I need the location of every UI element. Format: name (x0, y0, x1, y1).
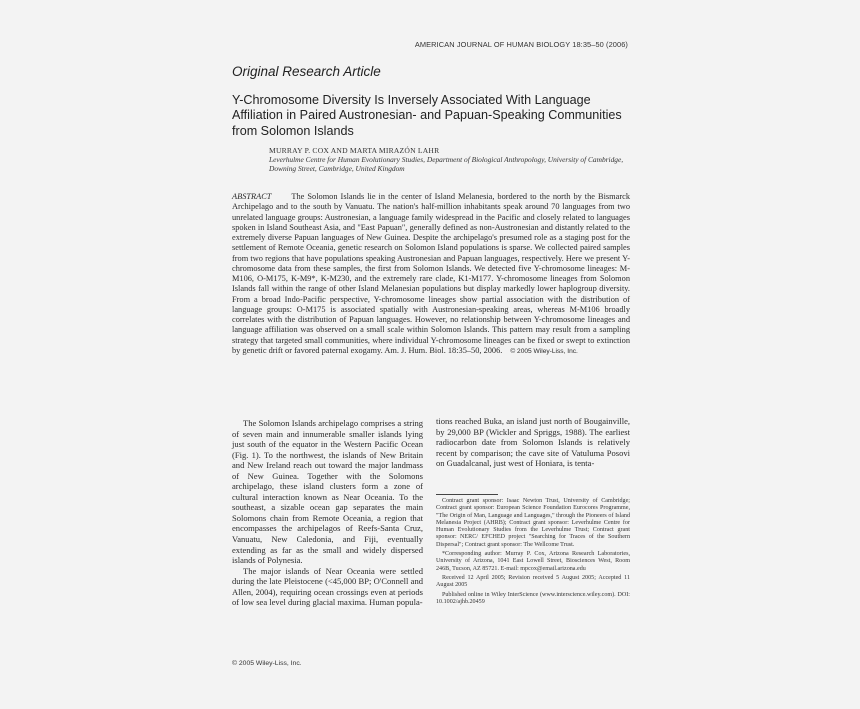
body-column-right (436, 416, 630, 469)
body-paragraph: The major islands of Near Oceania were settled during the late Pleistocene (<45,000 BP; O'Connell and Allen, 2004), requiring ocean crossings even at periods of low sea level during glacial maxima. Human popula- (232, 565, 423, 608)
footnote-grant-sponsors: Contract grant sponsor: Isaac Newton Trust, University of Cambridge; Contract grant sponsor: European Science Foundation Eurocores Programme, "The Origin of Man, Language and Languages," through the Pioneers of Island Melanesia Project (AHRB); Contract grant sponsor: Leverhulme Centre for Human Evolutionary Studies from the Leverhulme Trust; Contract grant sponsor: NERC/ EFCHED project "Searching for Traces of the Southern Dispersal"; Contract grant sponsor: The Wellcome Trust. (436, 498, 630, 548)
article-title: Y-Chromosome Diversity Is Inversely Associated With Language Affiliation in Paired Austronesian- and Papuan-Speaking Communities from Solomon Islands (232, 93, 622, 138)
abstract-label: ABSTRACT (232, 192, 272, 201)
author-affiliation: Leverhulme Centre for Human Evolutionary Studies, Department of Biological Anthropology, University of Cambridge, Downing Street, Cambridge, United Kingdom (269, 155, 624, 174)
article-type: Original Research Article (232, 64, 381, 79)
footnote-received-dates: Received 12 April 2005; Revision received 5 August 2005; Accepted 11 August 2005 (436, 574, 630, 589)
footnote-corresponding-author: *Corresponding author: Murray P. Cox, Arizona Research Laboratories, University of Arizona, 1041 East Lowell Street, Biosciences West, Room 246B, Tucson, AZ 85721. E-mail: mpcox@email.arizona.edu (436, 551, 630, 572)
body-column-left (232, 418, 423, 608)
author-list: MURRAY P. COX AND MARTA MIRAZÓN LAHR (269, 146, 440, 155)
page-footer-copyright: © 2005 Wiley-Liss, Inc. (232, 660, 302, 667)
abstract-text: The Solomon Islands lie in the center of Island Melanesia, bordered to the north by the Bismarck Archipelago and to the south by Vanuatu. The nation's half-million inhabitants speak around 70 languages from two unrelated language groups: Austronesian, a language family widespread in the Pacific and closely related to languages spoken in Island Southeast Asia, and "East Papuan", generally defined as non-Austronesian and distantly related to the extremely diverse Papuan languages of New Guinea. Despite the archipelago's presumed role as a staging post for the settlement of Remote Oceania, genetic research on Solomon Island populations is sparse. We collected paired samples from two regions that have populations speaking Austronesian and Papuan languages, respectively. Here we present Y-chromosome data from these samples, the first from Solomon Islands. We detected five Y-chromosome lineages: M-M106, O-M175, K-M9*, K-M230, and the extremely rare clade, K1-M177. Y-chromosome lineages from Solomon Islands fall within the range of other Island Melanesian populations but display markedly lower haplogroup diversity. From a broad Indo-Pacific perspective, Y-chromosome lineages show partial association with the distribution of language groups: O-M175 is associated spatially with Austronesian-speaking areas, whereas M-M106 broadly correlates with the distribution of Papuan languages. However, no relationship between Y-chromosome lineages and language affiliation was observed on a small scale within Solomon Islands. This pattern may result from a sampling strategy that targeted small communities, where individual Y-chromosome lineages can be fixed or swept to extinction by genetic drift or favored paternal exogamy. Am. J. Hum. Biol. 18:35–50, 2006. (232, 192, 630, 355)
body-paragraph: The Solomon Islands archipelago comprises a string of seven main and innumerable smaller islands lying just south of the equator in the Western Pacific Ocean (Fig. 1). To the northwest, the islands of New Britain and New Ireland reach out toward the major landmass of New Guinea. Together with the Solomons archipelago, these island clusters form a zone of cultural interaction known as Near Oceania. To the southeast, a sizable ocean gap separates the main Solomons chain from Remote Oceania, a region that encompasses the archipelagos of Reefs-Santa Cruz, Vanuatu, New Caledonia, and Fiji, eventually extending as far as the small and widely dispersed islands of Polynesia. (232, 418, 423, 566)
abstract-copyright: © 2005 Wiley-Liss, Inc. (510, 347, 578, 355)
abstract (232, 192, 630, 357)
running-head: AMERICAN JOURNAL OF HUMAN BIOLOGY 18:35–50 (2006) (414, 40, 628, 49)
footnotes (436, 498, 630, 608)
footnote-divider (436, 494, 498, 495)
footnote-published-online: Published online in Wiley InterScience (www.interscience.wiley.com). DOI: 10.1002/ajhb.20459 (436, 591, 630, 605)
body-paragraph: tions reached Buka, an island just north of Bougainville, by 29,000 BP (Wickler and Spriggs, 1988). The earliest radiocarbon date from Solomon Islands is relatively recent by comparison; the cave site of Vatuluma Posovi on Guadalcanal, just west of Honiara, is tenta- (436, 416, 630, 469)
